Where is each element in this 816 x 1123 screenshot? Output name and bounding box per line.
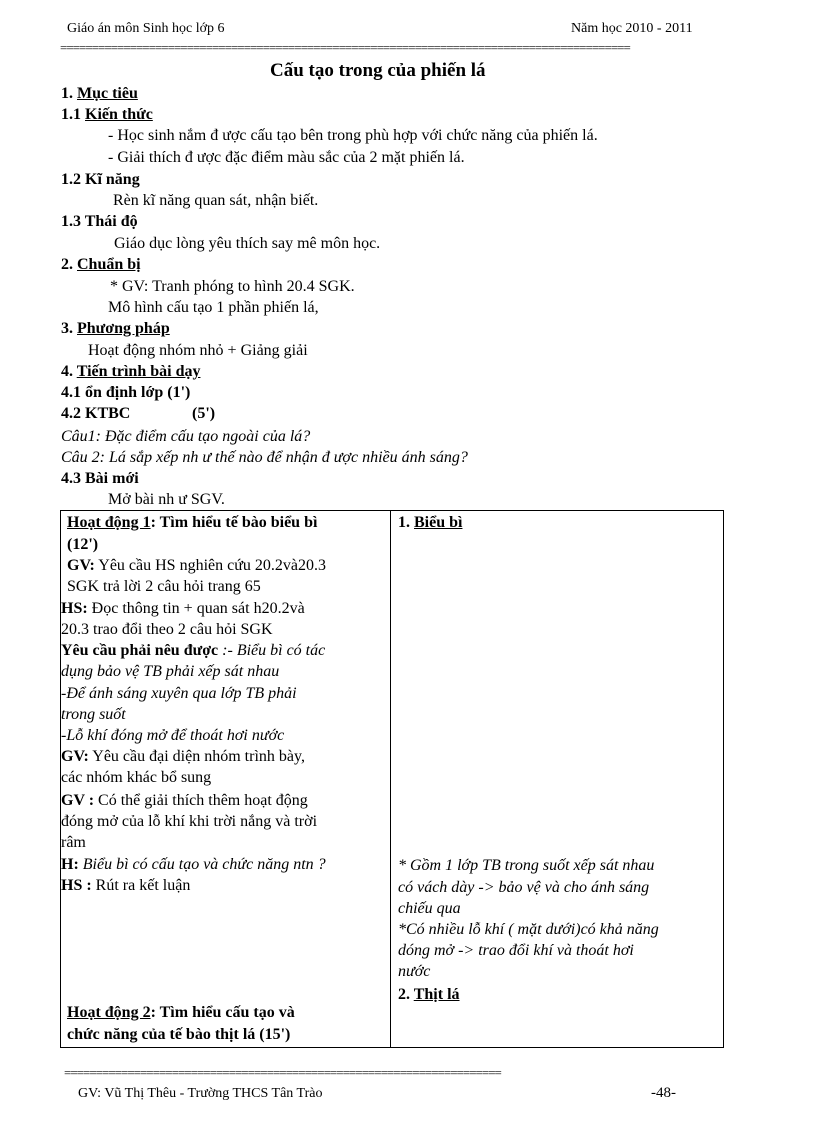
- section-4-2-heading: 4.2 KTBC: [61, 405, 131, 422]
- section-title: Mục tiêu: [77, 85, 138, 102]
- review-question-1: Câu1: Đặc điểm cấu tạo ngoài của lá?: [61, 428, 311, 445]
- activity-1-heading: Hoạt động 1: Tìm hiểu tế bào biểu bì: [67, 514, 318, 531]
- required-answer-line-3: -Để ánh sáng xuyên qua lớp TB phải: [61, 685, 297, 702]
- gv-request-line-2: SGK trả lời 2 câu hỏi trang 65: [67, 578, 261, 595]
- section-2-heading: [61, 256, 141, 274]
- knowledge-line-2: - Giải thích đ ược đặc điểm màu sắc của 2 mặt phiến lá.: [108, 149, 465, 166]
- hs-activity-line-1: HS: Đọc thông tin + quan sát h20.2và: [61, 600, 305, 617]
- conclusion-line-2: có vách dày -> bảo vệ và cho ánh sáng: [398, 879, 650, 896]
- gv-request-line-1: GV: Yêu cầu HS nghiên cứu 20.2và20.3: [67, 557, 326, 574]
- skill-line: Rèn kĩ năng quan sát, nhận biết.: [113, 192, 319, 209]
- required-answer-line-2: dụng bảo vệ TB phải xếp sát nhau: [61, 663, 280, 680]
- section-3-heading: [61, 320, 170, 338]
- gv-explain-line-3: râm: [61, 834, 86, 851]
- knowledge-line-1: - Học sinh nắm đ ược cấu tạo bên trong phù hợp với chức năng của phiến lá.: [108, 127, 598, 144]
- hs-activity-line-2: 20.3 trao đổi theo 2 câu hỏi SGK: [61, 621, 273, 638]
- section-1-3-heading: 1.3 Thái độ: [61, 213, 138, 230]
- gv-group-line-1: GV: Yêu cầu đại diện nhóm trình bày,: [61, 748, 305, 765]
- header-rule: ==========================================================================================: [60, 41, 630, 55]
- prep-line-1: * GV: Tranh phóng to hình 20.4 SGK.: [110, 278, 355, 295]
- header-subject: Giáo án môn Sinh học lớp 6: [67, 21, 225, 36]
- section-number: 2.: [61, 256, 73, 273]
- attitude-line: Giáo dục lòng yêu thích say mê môn học.: [114, 235, 381, 252]
- footer-author: GV: Vũ Thị Thêu - Trường THCS Tân Trào: [78, 1086, 323, 1101]
- section-4-2-time: (5'): [192, 405, 216, 422]
- section-title: Kiến thức: [85, 106, 153, 123]
- section-1-heading: [61, 85, 138, 103]
- section-4-3-heading: 4.3 Bài mới: [61, 470, 139, 487]
- conclusion-line-5: dóng mở -> trao đổi khí và thoát hơi: [398, 942, 634, 959]
- section-number: 1.1: [61, 106, 81, 123]
- prep-line-2: Mô hình cấu tạo 1 phần phiến lá,: [108, 299, 319, 316]
- intro-line: Mở bài nh ư SGV.: [108, 491, 225, 508]
- activity-1-time: (12'): [67, 536, 99, 553]
- section-4-heading: [61, 363, 200, 381]
- activity-2-heading-line-2: chức năng của tế bào thịt lá (15'): [67, 1026, 291, 1043]
- content-column: [391, 511, 724, 1048]
- required-answer-line-1: Yêu cầu phải nêu được :- Biểu bì có tác: [61, 642, 326, 659]
- section-1-1-heading: [61, 106, 153, 124]
- content-heading-1: 1. Biểu bì: [398, 514, 463, 531]
- conclusion-line-3: chiếu qua: [398, 900, 461, 917]
- conclusion-line-4: *Có nhiều lỗ khí ( mặt dưới)có khả năng: [398, 921, 659, 938]
- teacher-student-column: [61, 511, 391, 1048]
- section-title: Phương pháp: [77, 320, 170, 337]
- conclusion-line-6: nước: [398, 963, 431, 980]
- section-title: Tiến trình bài dạy: [76, 363, 201, 380]
- required-answer-line-5: -Lỗ khí đóng mở để thoát hơi nước: [61, 727, 285, 744]
- gv-explain-line-1: GV : Có thể giải thích thêm hoạt động: [61, 792, 308, 809]
- question-line: H: Biểu bì có cấu tạo và chức năng ntn ?: [61, 856, 326, 873]
- section-number: 4.: [61, 363, 73, 380]
- header-year: Năm học 2010 - 2011: [571, 21, 693, 36]
- activity-table: [60, 510, 724, 1048]
- conclusion-line-1: * Gồm 1 lớp TB trong suốt xếp sát nhau: [398, 857, 655, 874]
- content-heading-2: 2. Thịt lá: [398, 986, 460, 1003]
- section-number: 1.: [61, 85, 73, 102]
- hs-conclusion-line: HS : Rút ra kết luận: [61, 877, 191, 894]
- method-line: Hoạt động nhóm nhỏ + Giảng giải: [88, 342, 308, 359]
- activity-2-heading: Hoạt động 2: Tìm hiểu cấu tạo và: [67, 1004, 295, 1021]
- section-number: 3.: [61, 320, 73, 337]
- section-title: Chuẩn bị: [77, 256, 141, 273]
- footer-rule: =====================================================================: [64, 1066, 501, 1080]
- page-number: -48-: [651, 1085, 676, 1101]
- review-question-2: Câu 2: Lá sắp xếp nh ư thế nào để nhận đ ược nhiều ánh sáng?: [61, 449, 468, 466]
- section-4-1-heading: 4.1 ổn định lớp (1'): [61, 384, 191, 401]
- gv-group-line-2: các nhóm khác bổ sung: [61, 769, 212, 786]
- page-title: Cấu tạo trong của phiến lá: [270, 60, 486, 81]
- required-answer-line-4: trong suốt: [61, 706, 126, 723]
- gv-explain-line-2: đóng mở của lỗ khí khi trời nắng và trời: [61, 813, 318, 830]
- section-1-2-heading: 1.2 Kĩ năng: [61, 171, 140, 188]
